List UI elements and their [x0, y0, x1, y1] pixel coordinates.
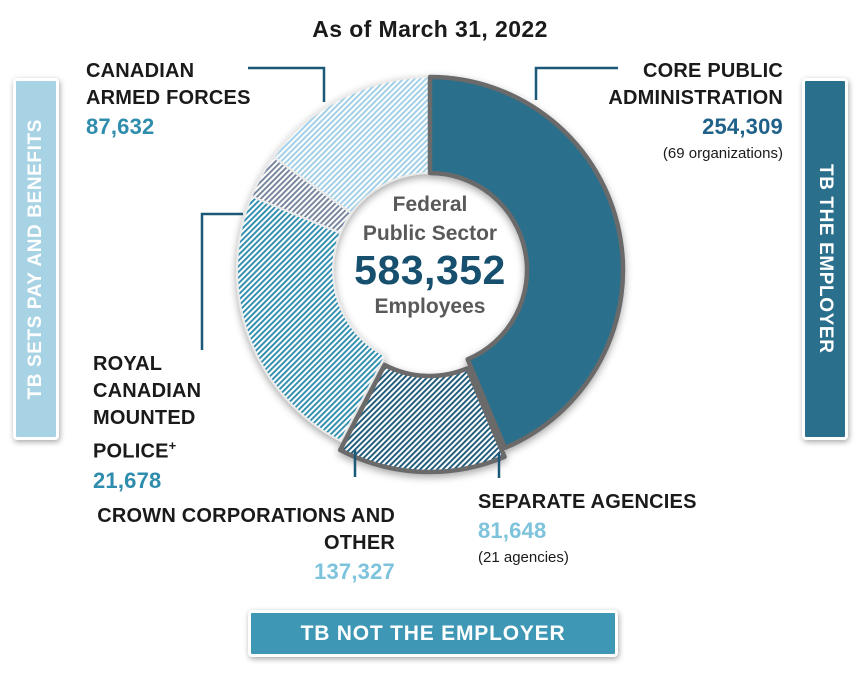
banner-tb-the-employer: TB THE EMPLOYER	[802, 78, 848, 440]
callout-rcmp	[93, 351, 221, 495]
rcmp-value: 21,678	[93, 467, 162, 493]
rcmp-footnote-marker: +	[168, 438, 177, 453]
separate-value: 81,648	[478, 518, 547, 543]
banner-tb-not-the-employer: TB NOT THE EMPLOYER	[248, 610, 618, 657]
center-total: 583,352	[354, 247, 506, 293]
core-note: (69 organizations)	[662, 145, 783, 162]
center-line3: Employees	[374, 295, 486, 318]
separate-note: (21 agencies)	[478, 549, 569, 566]
center-line1: Federal	[392, 193, 468, 216]
banner-tb-sets-pay-and-benefits: TB SETS PAY AND BENEFITS	[13, 78, 59, 440]
crown-label: CROWN CORPORATIONS AND OTHER	[97, 505, 395, 554]
separate-label: SEPARATE AGENCIES	[478, 491, 697, 513]
callout-core-public-administration	[578, 58, 783, 167]
caf-value: 87,632	[86, 114, 155, 139]
callout-crown-corporations	[95, 503, 395, 586]
callout-separate-agencies	[478, 489, 738, 571]
rcmp-label: ROYAL CANADIAN MOUNTED POLICE+	[93, 353, 202, 463]
crown-value: 137,327	[314, 559, 395, 584]
donut-center-label	[310, 190, 550, 321]
caf-label: CANADIAN ARMED FORCES	[86, 60, 251, 109]
callout-canadian-armed-forces	[86, 58, 264, 141]
chart-title: As of March 31, 2022	[312, 16, 548, 42]
core-value: 254,309	[702, 114, 783, 139]
core-label: CORE PUBLIC ADMINISTRATION	[608, 60, 783, 109]
center-line2: Public Sector	[362, 222, 498, 245]
